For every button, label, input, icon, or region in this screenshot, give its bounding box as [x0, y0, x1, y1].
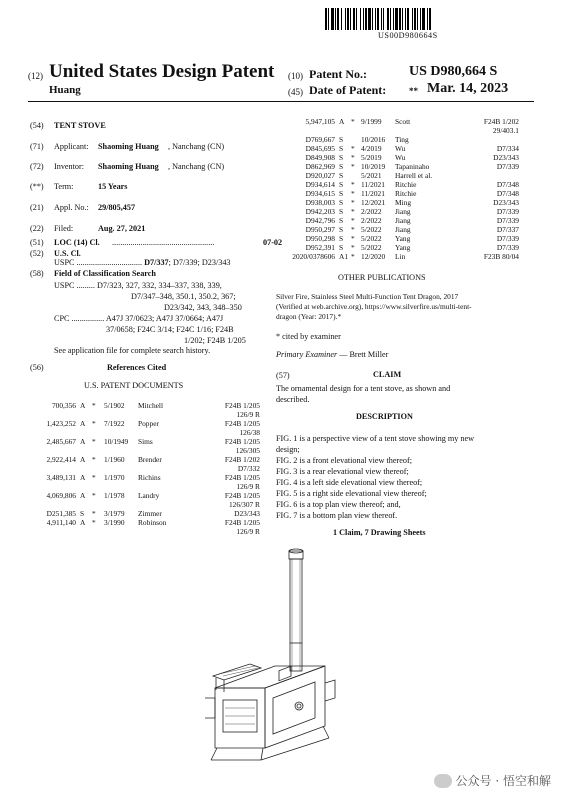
references-table-right — [283, 117, 519, 261]
table-row — [283, 171, 519, 180]
ref-class-secondary: 126/305 — [235, 446, 260, 455]
figure-description — [276, 445, 300, 455]
biblio-value: Shaoming Huang — [98, 142, 159, 151]
table-row — [283, 189, 519, 198]
ref-cell: * — [351, 234, 355, 243]
ref-cell: S — [339, 135, 344, 144]
figure-description — [276, 467, 409, 477]
loc-leader: .................................................. — [112, 238, 215, 247]
biblio-code: (22) — [30, 224, 44, 233]
description-title: DESCRIPTION — [356, 412, 413, 421]
table-row — [30, 473, 260, 491]
ref-cell: * — [92, 419, 96, 428]
figure-label: FIG. 5 — [276, 489, 298, 498]
ref-cell: S — [339, 144, 344, 153]
table-row — [283, 162, 519, 171]
ref-cell: * — [351, 162, 355, 171]
ref-cell: * — [92, 509, 96, 518]
ref-cell: S — [339, 189, 344, 198]
field-search-line: 1/202; F24B 1/205 — [184, 336, 246, 345]
ref-cell: D950,298 — [305, 234, 335, 243]
ref-cell: Ting — [395, 135, 409, 144]
ref-cell: * — [351, 207, 355, 216]
ref-cell: 1,423,252 — [46, 419, 76, 428]
ref-class — [453, 117, 519, 135]
figure-text: is a left side elevational view thereof; — [297, 478, 423, 487]
ref-class — [202, 509, 260, 518]
header-divider — [28, 101, 534, 102]
ref-class-primary: F24B 1/205 — [224, 419, 260, 428]
other-publications-title: OTHER PUBLICATIONS — [338, 273, 426, 282]
ref-class — [453, 243, 519, 252]
field-search-line: CPC ................ A47J 37/0623; A47J 37/0664; A47J — [54, 314, 224, 323]
biblio-value: Shaoming Huang — [98, 162, 159, 171]
ref-cell: 5/2022 — [361, 234, 382, 243]
ref-cell: D952,391 — [305, 243, 335, 252]
ref-cell: 2,922,414 — [46, 455, 76, 464]
ref-class — [453, 180, 519, 189]
ref-cell: 10/2019 — [361, 162, 386, 171]
ref-class — [202, 473, 260, 491]
ref-cell: 2/2022 — [361, 216, 382, 225]
ref-class — [453, 153, 519, 162]
ref-cell: Harrell et al. — [395, 171, 433, 180]
table-row — [283, 252, 519, 261]
figure-description — [276, 456, 412, 466]
ref-cell: Popper — [138, 419, 159, 428]
ref-class-primary: D7/339 — [496, 243, 519, 252]
figure-label: FIG. 1 — [276, 434, 298, 443]
ref-cell: D942,203 — [305, 207, 335, 216]
figure-description — [276, 478, 422, 488]
figure-text: is a front elevational view thereof; — [297, 456, 412, 465]
barcode — [325, 8, 503, 30]
ref-cell: A — [80, 473, 86, 482]
ref-cell: Sims — [138, 437, 153, 446]
ref-cell: A — [80, 518, 86, 527]
table-row — [30, 518, 260, 536]
ref-cell — [351, 171, 361, 180]
patent-date: Mar. 14, 2023 — [427, 81, 509, 96]
ref-cell: 700,356 — [51, 401, 76, 410]
field-search-line: D23/342, 343, 348–350 — [164, 303, 242, 312]
refs-code: (56) — [30, 363, 44, 372]
ref-class-secondary: 29/403.1 — [492, 126, 519, 135]
ref-cell: Yang — [395, 243, 411, 252]
ref-cell: 5/2022 — [361, 225, 382, 234]
ref-cell: 2/2022 — [361, 207, 382, 216]
figure-description — [276, 434, 474, 444]
other-publication-line: Silver Fire, Stainless Steel Multi-Function Tent Dragon, 2017 — [276, 292, 459, 301]
ref-class — [453, 135, 519, 144]
ref-cell: S — [339, 198, 344, 207]
ref-class-primary: D7/339 — [496, 216, 519, 225]
ref-cell: 5/2022 — [361, 243, 382, 252]
patent-title: United States Design Patent — [49, 61, 275, 82]
ref-cell: * — [351, 225, 355, 234]
figure-label: FIG. 6 — [276, 500, 298, 509]
ref-cell: * — [351, 198, 355, 207]
field-search-title: Field of Classification Search — [54, 269, 156, 278]
date-stars: ** — [409, 86, 418, 96]
table-row — [283, 234, 519, 243]
biblio-code: (51) — [30, 238, 44, 247]
figure-label: FIG. 4 — [276, 478, 298, 487]
ref-cell: 11/2021 — [361, 189, 385, 198]
ref-class-secondary: 126/9 R — [236, 482, 260, 491]
ref-cell: Brender — [138, 455, 162, 464]
ref-cell: 3,489,131 — [46, 473, 76, 482]
ref-class-secondary: 126/307 R — [228, 500, 260, 509]
references-table-left — [30, 401, 260, 536]
kind-code: (12) — [28, 71, 43, 81]
ref-cell: S — [339, 243, 344, 252]
field-search-code: (58) — [30, 269, 44, 278]
cited-by-examiner: * cited by examiner — [276, 332, 341, 341]
figure-label: FIG. 2 — [276, 456, 298, 465]
ref-class-primary: F24B 1/205 — [224, 401, 260, 410]
ref-cell: S — [339, 207, 344, 216]
ref-cell: Scott — [395, 117, 411, 126]
biblio-label: Filed: — [54, 224, 74, 233]
ref-cell: Zimmer — [138, 509, 162, 518]
ref-cell: * — [351, 153, 355, 162]
ref-cell: 5/2021 — [361, 171, 382, 180]
ref-cell: * — [92, 473, 96, 482]
ref-class-primary: D7/337 — [496, 225, 519, 234]
ref-cell: Tapaninaho — [395, 162, 430, 171]
ref-cell: 12/2021 — [361, 198, 386, 207]
ref-cell: A — [80, 455, 86, 464]
field-search-line: See application file for complete search history. — [54, 346, 211, 355]
biblio-code: (54) — [30, 121, 44, 130]
ref-cell: Richins — [138, 473, 161, 482]
ref-class-primary: F24B 1/202 — [224, 455, 260, 464]
table-row — [283, 117, 519, 135]
ref-cell: * — [351, 252, 355, 261]
biblio-rest: , Nanchang (CN) — [168, 142, 225, 151]
table-row — [30, 419, 260, 437]
tent-stove-drawing — [195, 548, 385, 763]
primary-examiner: Primary Examiner — Brett Miller — [276, 350, 389, 359]
ref-cell: A — [80, 491, 86, 500]
table-row — [283, 243, 519, 252]
table-row — [30, 455, 260, 473]
ref-cell: S — [339, 162, 344, 171]
ref-cell: D769,667 — [305, 135, 335, 144]
ref-class — [453, 225, 519, 234]
biblio-code: (71) — [30, 142, 44, 151]
ref-class-primary: D23/343 — [493, 198, 519, 207]
ref-class-primary: D23/343 — [234, 509, 260, 518]
ref-cell: 5/2019 — [361, 153, 382, 162]
ref-class — [202, 518, 260, 536]
ref-cell: 4,069,806 — [46, 491, 76, 500]
ref-class — [453, 252, 519, 261]
ref-cell: S — [339, 216, 344, 225]
ref-cell: Jiang — [395, 225, 411, 234]
ref-cell: * — [92, 437, 96, 446]
ref-cell: * — [351, 180, 355, 189]
ref-cell: * — [92, 518, 96, 527]
ref-cell: Yang — [395, 234, 411, 243]
patent-no-code: (10) — [288, 71, 303, 81]
claim-line: described. — [276, 395, 310, 404]
biblio-value: 15 Years — [98, 182, 128, 191]
ref-cell: 3/1990 — [104, 518, 125, 527]
ref-cell: D934,614 — [305, 180, 335, 189]
ref-class-primary: D7/339 — [496, 234, 519, 243]
ref-class — [202, 437, 260, 455]
ref-cell: 1/1960 — [104, 455, 125, 464]
ref-cell: Landry — [138, 491, 160, 500]
figure-text: is a rear elevational view thereof; — [297, 467, 409, 476]
figure-description — [276, 489, 427, 499]
ref-cell: 9/1999 — [361, 117, 382, 126]
ref-cell: A — [80, 401, 86, 410]
ref-class — [453, 216, 519, 225]
ref-cell: 5,947,105 — [305, 117, 335, 126]
ref-cell: * — [351, 189, 355, 198]
other-publication-line: dragon (Year: 2017).* — [276, 312, 342, 321]
ref-cell: D849,908 — [305, 153, 335, 162]
ref-cell: Wu — [395, 153, 406, 162]
ref-cell: D920,027 — [305, 171, 335, 180]
ref-class-secondary: 126/38 — [239, 428, 260, 437]
biblio-value: 29/805,457 — [98, 203, 136, 212]
ref-cell: D938,003 — [305, 198, 335, 207]
ref-cell: * — [351, 243, 355, 252]
wechat-icon — [434, 774, 452, 788]
ref-cell: 2020/0378606 — [292, 252, 335, 261]
table-row — [30, 491, 260, 509]
ref-cell: 4,911,140 — [46, 518, 76, 527]
biblio-label: Appl. No.: — [54, 203, 89, 212]
ref-class — [453, 207, 519, 216]
refs-subtitle: U.S. PATENT DOCUMENTS — [84, 381, 184, 390]
ref-cell: D845,695 — [305, 144, 335, 153]
ref-class — [453, 171, 519, 180]
other-publication-line: (Verified at web.archive.org), https://www.silverfire.us/multi-tent- — [276, 302, 472, 311]
table-row — [283, 216, 519, 225]
date-label: Date of Patent: — [309, 83, 387, 97]
ref-cell: 11/2021 — [361, 180, 385, 189]
ref-cell: Ritchie — [395, 180, 417, 189]
date-code: (45) — [288, 87, 303, 97]
ref-class-primary: F24B 1/202 — [483, 117, 519, 126]
ref-cell: D251,385 — [46, 509, 76, 518]
ref-cell: Jiang — [395, 207, 411, 216]
ref-class — [453, 234, 519, 243]
inventor-short: Huang — [49, 84, 81, 96]
biblio-label: LOC (14) Cl. — [54, 238, 100, 247]
biblio-label: Applicant: — [54, 142, 89, 151]
ref-class — [453, 144, 519, 153]
table-row — [283, 135, 519, 144]
ref-cell: Mitchell — [138, 401, 164, 410]
ref-cell: Ritchie — [395, 189, 417, 198]
ref-cell: * — [92, 491, 96, 500]
ref-cell: Ming — [395, 198, 412, 207]
ref-class-primary: D7/334 — [496, 144, 519, 153]
ref-cell — [351, 135, 361, 144]
ref-class-primary: D7/348 — [496, 180, 519, 189]
table-row — [283, 180, 519, 189]
ref-cell: 3/1979 — [104, 509, 125, 518]
ref-cell: 4/2019 — [361, 144, 382, 153]
biblio-code: (**) — [30, 182, 44, 191]
biblio-code: (72) — [30, 162, 44, 171]
ref-cell: Lin — [395, 252, 406, 261]
patent-number: US D980,664 S — [409, 64, 498, 79]
ref-class-primary: F24B 1/205 — [224, 491, 260, 500]
ref-class — [453, 198, 519, 207]
ref-cell: 2,485,667 — [46, 437, 76, 446]
ref-cell: S — [339, 180, 344, 189]
biblio-label: U.S. Cl. — [54, 249, 81, 258]
ref-cell: D942,796 — [305, 216, 335, 225]
ref-cell: A1 — [339, 252, 349, 261]
ref-class-primary: D23/343 — [493, 153, 519, 162]
barcode-number: US00D980664S — [378, 31, 438, 40]
ref-class — [202, 455, 260, 473]
ref-cell: * — [92, 401, 96, 410]
table-row — [283, 207, 519, 216]
table-row — [30, 401, 260, 419]
biblio-value: Aug. 27, 2021 — [98, 224, 146, 233]
ref-class-secondary: 126/9 R — [236, 410, 260, 419]
ref-cell: S — [339, 153, 344, 162]
ref-cell: S — [80, 509, 85, 518]
biblio-code: (52) — [30, 249, 44, 258]
biblio-label: Term: — [54, 182, 74, 191]
figure-text: is a perspective view of a tent stove showing my new — [297, 434, 475, 443]
figure-text: is a bottom plan view thereof. — [297, 511, 398, 520]
ref-cell: D934,615 — [305, 189, 335, 198]
ref-cell: 7/1922 — [104, 419, 125, 428]
table-row — [283, 153, 519, 162]
field-search-line: D7/347–348, 350.1, 350.2, 367; — [131, 292, 236, 301]
figure-text: is a right side elevational view thereof; — [297, 489, 427, 498]
ref-cell: S — [339, 234, 344, 243]
figure-text: is a top plan view thereof; and, — [297, 500, 401, 509]
figure-label: FIG. 3 — [276, 467, 298, 476]
ref-cell: 10/1949 — [104, 437, 129, 446]
claim-title: CLAIM — [373, 370, 402, 379]
ref-class-primary: F24B 1/205 — [224, 437, 260, 446]
ref-cell: A — [339, 117, 345, 126]
ref-cell: 12/2020 — [361, 252, 386, 261]
ref-cell: S — [339, 171, 344, 180]
claim-line: The ornamental design for a tent stove, as shown and — [276, 384, 451, 393]
ref-class — [202, 419, 260, 437]
figure-text: design; — [276, 445, 300, 454]
ref-cell: 1/1978 — [104, 491, 125, 500]
ref-cell: Wu — [395, 144, 406, 153]
refs-title: References Cited — [107, 363, 167, 372]
ref-class — [453, 189, 519, 198]
field-search-line: USPC ......... D7/323, 327, 332, 334–337, 338, 339, — [54, 281, 222, 290]
ref-class-primary: D7/339 — [496, 162, 519, 171]
ref-class-primary: F24B 1/205 — [224, 518, 260, 527]
table-row — [283, 144, 519, 153]
uspc-line: USPC ................................ D7/337; D7/339; D23/343 — [54, 258, 231, 267]
watermark — [434, 772, 551, 789]
watermark-text: 公众号 · 悟空和解 — [455, 774, 551, 788]
biblio-value: 07-02 — [263, 238, 283, 247]
ref-class-secondary: D7/332 — [237, 464, 260, 473]
ref-cell: * — [92, 455, 96, 464]
table-row — [283, 225, 519, 234]
figure-label: FIG. 7 — [276, 511, 298, 520]
biblio-value: TENT STOVE — [54, 121, 106, 130]
ref-class — [453, 162, 519, 171]
ref-cell: A — [80, 419, 86, 428]
biblio-label: Inventor: — [54, 162, 85, 171]
claim-code: (57) — [276, 371, 290, 380]
ref-cell: * — [351, 216, 355, 225]
table-row — [283, 198, 519, 207]
ref-cell: Jiang — [395, 216, 411, 225]
ref-class — [202, 401, 260, 419]
figure-description — [276, 511, 397, 521]
ref-cell: A — [80, 437, 86, 446]
ref-class — [202, 491, 260, 509]
biblio-rest: , Nanchang (CN) — [168, 162, 225, 171]
ref-cell: * — [351, 117, 355, 126]
claims-count: 1 Claim, 7 Drawing Sheets — [333, 528, 426, 537]
ref-cell: 1/1970 — [104, 473, 125, 482]
ref-cell: D862,969 — [305, 162, 335, 171]
figure-description — [276, 500, 401, 510]
ref-cell: Robinson — [138, 518, 167, 527]
ref-cell: * — [351, 144, 355, 153]
ref-cell: 5/1902 — [104, 401, 125, 410]
ref-cell: 10/2016 — [361, 135, 386, 144]
ref-class-primary: D7/348 — [496, 189, 519, 198]
ref-class-primary: F23B 80/04 — [483, 252, 519, 261]
table-row — [30, 437, 260, 455]
table-row — [30, 509, 260, 518]
ref-class-secondary: 126/9 R — [236, 527, 260, 536]
ref-class-primary: D7/339 — [496, 207, 519, 216]
ref-cell: D950,297 — [305, 225, 335, 234]
field-search-line: 37/0658; F24C 3/14; F24C 1/16; F24B — [106, 325, 234, 334]
ref-class-primary: F24B 1/205 — [224, 473, 260, 482]
ref-cell: S — [339, 225, 344, 234]
patent-no-label: Patent No.: — [309, 67, 367, 81]
biblio-code: (21) — [30, 203, 44, 212]
